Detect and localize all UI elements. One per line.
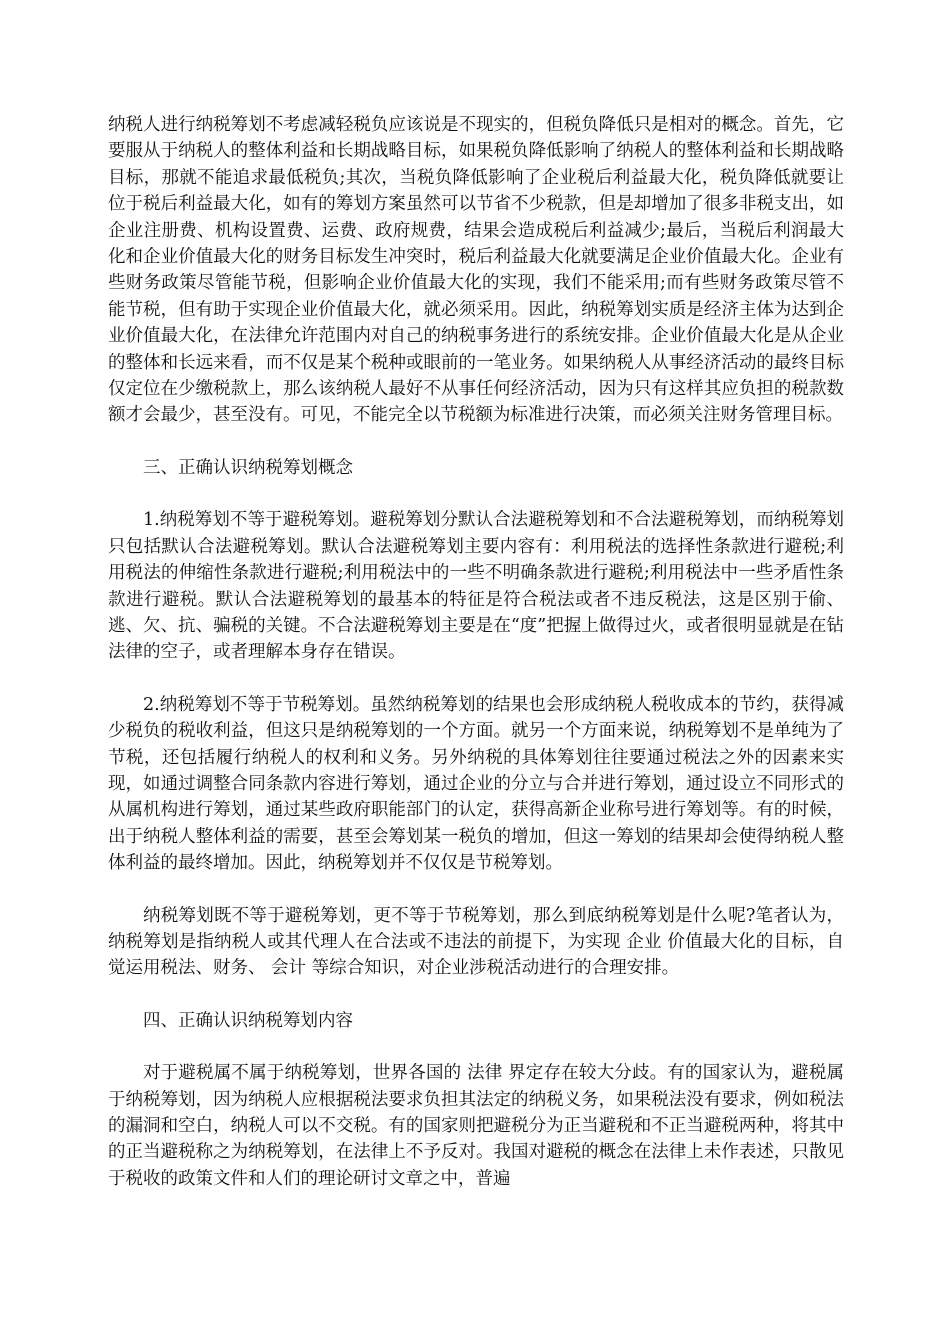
paragraph-avoidance: 1.纳税筹划不等于避税筹划。避税筹划分默认合法避税筹划和不合法避税筹划，而纳税筹划只包括默认合法避税筹划。默认合法避税筹划主要内容有：利用税法的选择性条款进行避税;利用税法的伸缩性条款进行避税;利用税法中的一些不明确条款进行避税;利用税法中一些矛盾性条款进行避税。默认合法避税筹划的最基本的特征是符合税法或者不违反税法，这是区别于偷、逃、欠、抗、骗税的关键。不合法避税筹划主要是在“度”把握上做得过火，或者很明显就是在钻法律的空子，或者理解本身存在错误。 <box>108 510 844 663</box>
paragraph-tax-burden: 纳税人进行纳税筹划不考虑减轻税负应该说是不现实的，但税负降低只是相对的概念。首先，它要服从于纳税人的整体利益和长期战略目标，如果税负降低影响了纳税人的整体利益和长期战略目标，那就不能追求最低税负;其次，当税负降低影响了企业税后利益最大化，税负降低就要让位于税后利益最大化，如有的筹划方案虽然可以节省不少税款，但是却增加了很多非税支出，如企业注册费、机构设置费、运费、政府规费，结果会造成税后利益减少;最后，当税后利润最大化和企业价值最大化的财务目标发生冲突时，税后利益最大化就要满足企业价值最大化。企业有些财务政策尽管能节税，但影响企业价值最大化的实现，我们不能采用;而有些财务政策尽管不能节税，但有助于实现企业价值最大化，就必须采用。因此，纳税筹划实质是经济主体为达到企业价值最大化，在法律允许范围内对自己的纳税事务进行的系统安排。企业价值最大化是从企业的整体和长远来看，而不仅是某个税种或眼前的一笔业务。如果纳税人从事经济活动的最终目标仅定位在少缴税款上，那么该纳税人最好不从事任何经济活动，因为只有这样其应负担的税款数额才会最少，甚至没有。可见，不能完全以节税额为标准进行决策，而必须关注财务管理目标。 <box>108 115 844 426</box>
section-heading-3: 三、正确认识纳税筹划概念 <box>143 457 353 478</box>
paragraph-content: 对于避税属不属于纳税筹划，世界各国的 法律 界定存在较大分歧。有的国家认为，避税属于纳税筹划，因为纳税人应根据税法要求负担其法定的纳税义务，如果税法没有要求，例如税法的漏洞和空白，纳税人可以不交税。有的国家则把避税分为正当避税和不正当避税两种，将其中的正当避税称之为纳税筹划，在法律上不予反对。我国对避税的概念在法律上未作表述，只散见于税收的政策文件和人们的理论研讨文章之中，普遍 <box>108 1063 844 1189</box>
section-heading-4: 四、正确认识纳税筹划内容 <box>143 1010 353 1031</box>
paragraph-saving: 2.纳税筹划不等于节税筹划。虽然纳税筹划的结果也会形成纳税人税收成本的节约，获得减少税负的税收利益，但这只是纳税筹划的一个方面。就另一个方面来说，纳税筹划不是单纯为了节税，还包括履行纳税人的权利和义务。另外纳税的具体筹划往往要通过税法之外的因素来实现，如通过调整合同条款内容进行筹划，通过企业的分立与合并进行筹划，通过设立不同形式的从属机构进行筹划，通过某些政府职能部门的认定，获得高新企业称号进行筹划等。有的时候，出于纳税人整体利益的需要，甚至会筹划某一税负的增加，但这一筹划的结果却会使得纳税人整体利益的最终增加。因此，纳税筹划并不仅仅是节税筹划。 <box>108 694 844 874</box>
document-page <box>108 112 844 1192</box>
paragraph-definition: 纳税筹划既不等于避税筹划，更不等于节税筹划，那么到底纳税筹划是什么呢?笔者认为，纳税筹划是指纳税人或其代理人在合法或不违法的前提下，为实现 企业 价值最大化的目标，自觉运用税法、财务、 会计 等综合知识，对企业涉税活动进行的合理安排。 <box>108 905 844 979</box>
